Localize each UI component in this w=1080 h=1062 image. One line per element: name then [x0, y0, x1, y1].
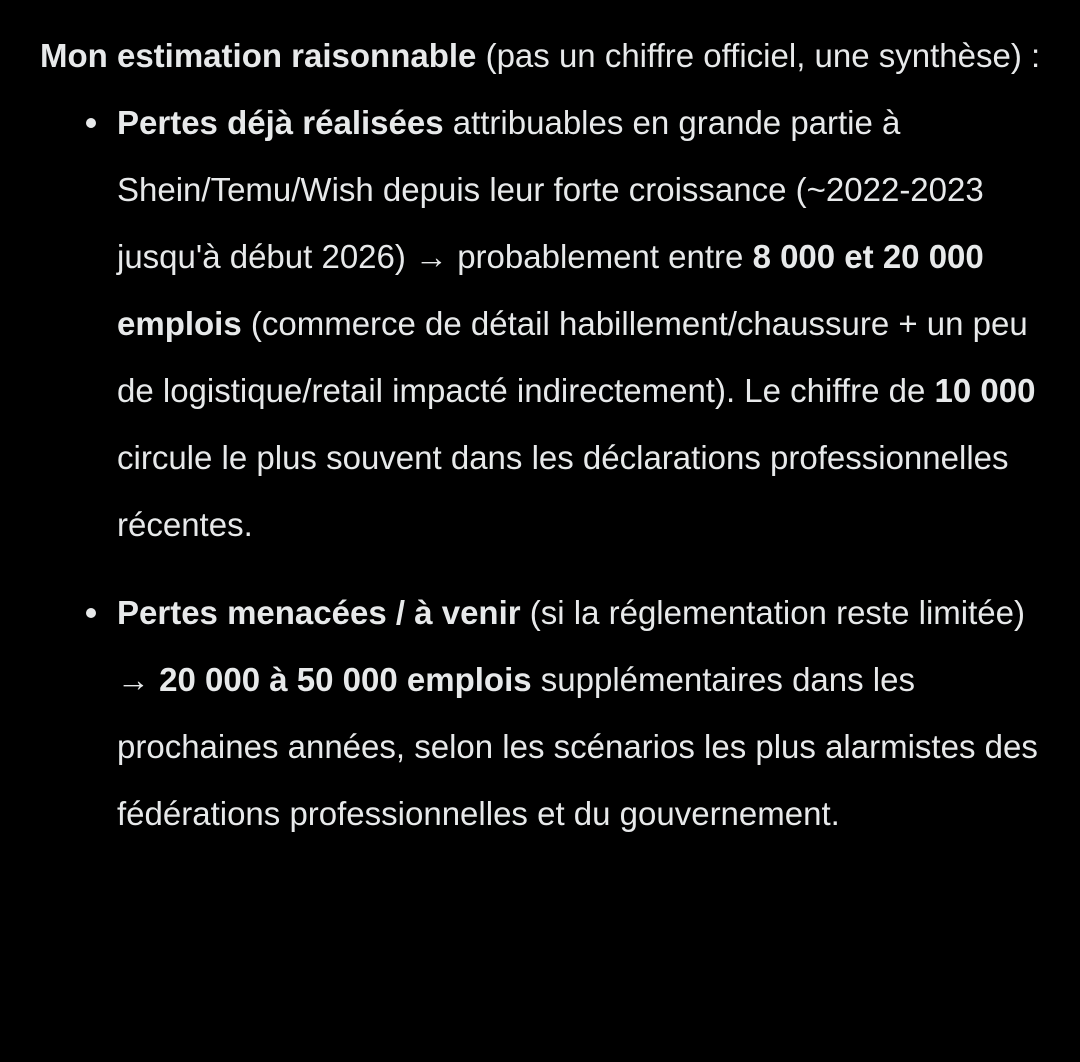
item-text: supplémentaires dans les prochaines années, selon les scénarios les plus alarmistes des fédérations professionnelles et du gouvernement.	[117, 661, 1038, 832]
item-text: attribuables en grande partie à Shein/Temu/Wish depuis leur forte croissance (~2022-2023 jusqu'à début 2026) → probablement entre	[117, 104, 984, 275]
bullet-dot-icon	[86, 608, 96, 618]
item-lead-bold: Pertes déjà réalisées	[117, 104, 444, 141]
item-text: (si la réglementation reste limitée) →	[117, 594, 1025, 698]
intro-text: (pas un chiffre officiel, une synthèse) :	[476, 37, 1041, 74]
item-bold-figure: 20 000 à 50 000 emplois	[159, 661, 532, 698]
list-item	[117, 579, 1050, 847]
item-bold-figure: 8 000 et 20 000 emplois	[117, 238, 984, 342]
post-text	[40, 22, 1050, 847]
item-lead-bold: Pertes menacées / à venir	[117, 594, 521, 631]
item-text: (commerce de détail habillement/chaussure + un peu de logistique/retail impacté indirectement). Le chiffre de	[117, 305, 1028, 409]
list-item	[117, 89, 1050, 558]
item-text: circule le plus souvent dans les déclarations professionnelles récentes.	[117, 439, 1009, 543]
item-bold-figure: 10 000	[934, 372, 1036, 409]
intro-bold-text: Mon estimation raisonnable	[40, 37, 477, 74]
intro-paragraph	[40, 22, 1050, 89]
bullet-list	[40, 89, 1050, 847]
bullet-dot-icon	[86, 118, 96, 128]
